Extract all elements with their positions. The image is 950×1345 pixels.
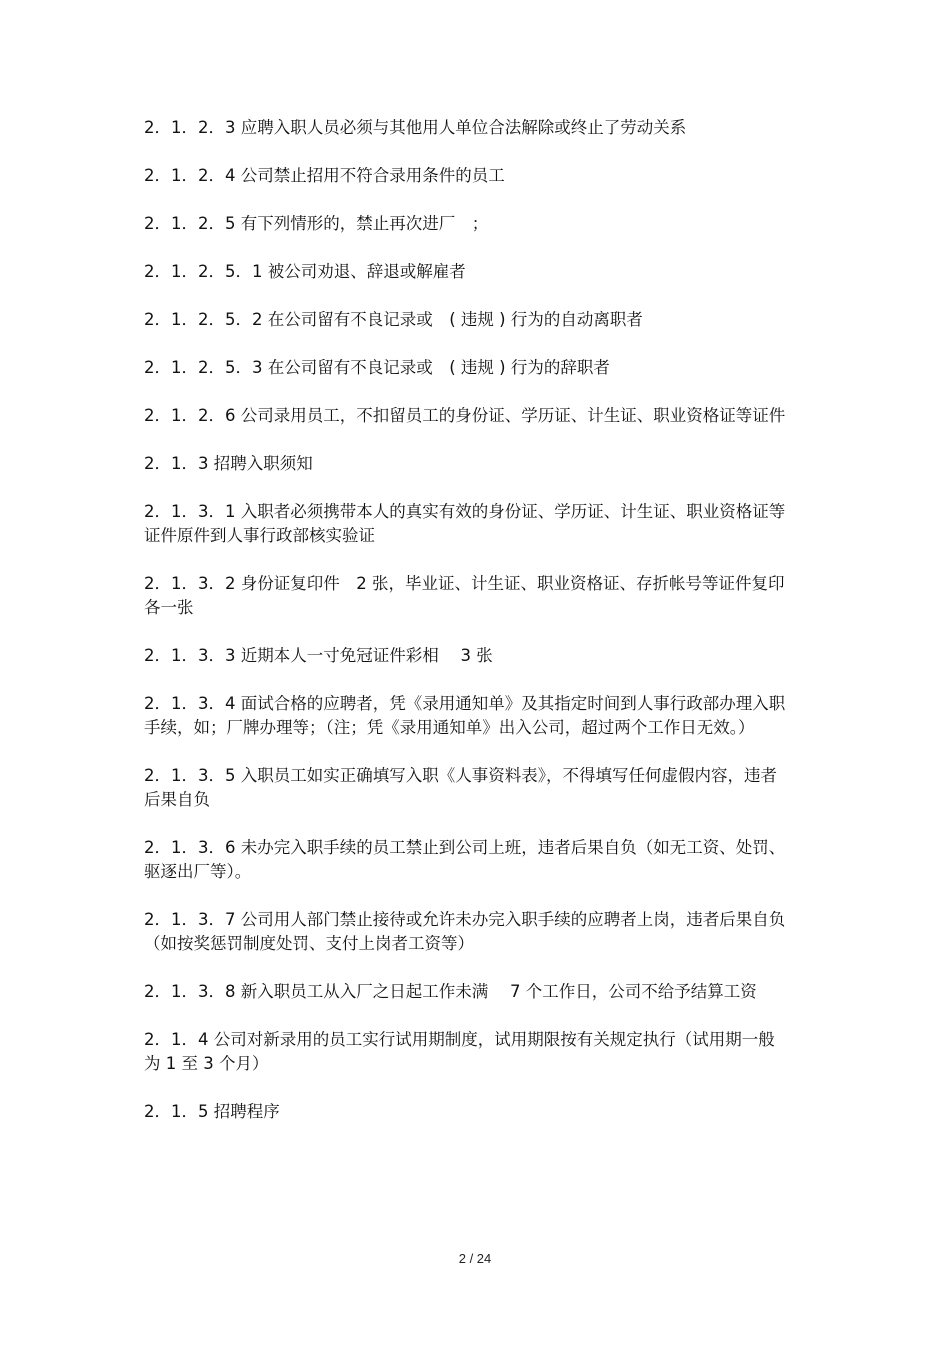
paragraph: 2．1．3．4 面试合格的应聘者，凭《录用通知单》及其指定时间到人事行政部办理入职手续，如；厂牌办理等；（注；凭《录用通知单》出入公司，超过两个工作日无效。） (144, 694, 786, 737)
paragraph: 2．1．3．1 入职者必须携带本人的真实有效的身份证、学历证、计生证、职业资格证等证件原件到人事行政部核实验证 (144, 502, 786, 545)
page-number: 2 / 24 (458, 1251, 492, 1266)
paragraph: 2．1．2．5．1 被公司劝退、辞退或解雇者 (144, 262, 466, 281)
paragraph: 2．1．2．5．3 在公司留有不良记录或 ( 违规 ) 行为的辞职者 (144, 358, 610, 377)
paragraph: 2．1．3 招聘入职须知 (144, 454, 313, 473)
paragraph: 2．1．3．6 未办完入职手续的员工禁止到公司上班，违者后果自负（如无工资、处罚、驱逐出厂等）。 (144, 838, 786, 881)
paragraph: 2．1．3．5 入职员工如实正确填写入职《人事资料表》，不得填写任何虚假内容，违者后果自负 (144, 766, 777, 809)
paragraph: 2．1．3．8 新入职员工从入厂之日起工作未满 7 个工作日，公司不给予结算工资 (144, 982, 757, 1001)
paragraph: 2．1．3．2 身份证复印件 2 张，毕业证、计生证、职业资格证、存折帐号等证件复印各一张 (144, 574, 785, 617)
paragraph: 2．1．3．7 公司用人部门禁止接待或允许未办完入职手续的应聘者上岗，违者后果自负（如按奖惩罚制度处罚、支付上岗者工资等） (144, 910, 786, 953)
paragraph: 2．1．2．3 应聘入职人员必须与其他用人单位合法解除或终止了劳动关系 (144, 118, 687, 137)
paragraph: 2．1．4 公司对新录用的员工实行试用期制度，试用期限按有关规定执行（试用期一般为 1 至 3 个月） (144, 1030, 775, 1073)
paragraph: 2．1．2．5 有下列情形的，禁止再次进厂 ； (144, 214, 489, 233)
paragraph: 2．1．2．6 公司录用员工，不扣留员工的身份证、学历证、计生证、职业资格证等证件 (144, 406, 786, 425)
paragraph: 2．1．3．3 近期本人一寸免冠证件彩相 3 张 (144, 646, 493, 665)
paragraph: 2．1．2．5．2 在公司留有不良记录或 ( 违规 ) 行为的自动离职者 (144, 310, 643, 329)
paragraph: 2．1．2．4 公司禁止招用不符合录用条件的员工 (144, 166, 505, 185)
paragraph: 2．1．5 招聘程序 (144, 1102, 280, 1121)
document-body (144, 116, 789, 1148)
